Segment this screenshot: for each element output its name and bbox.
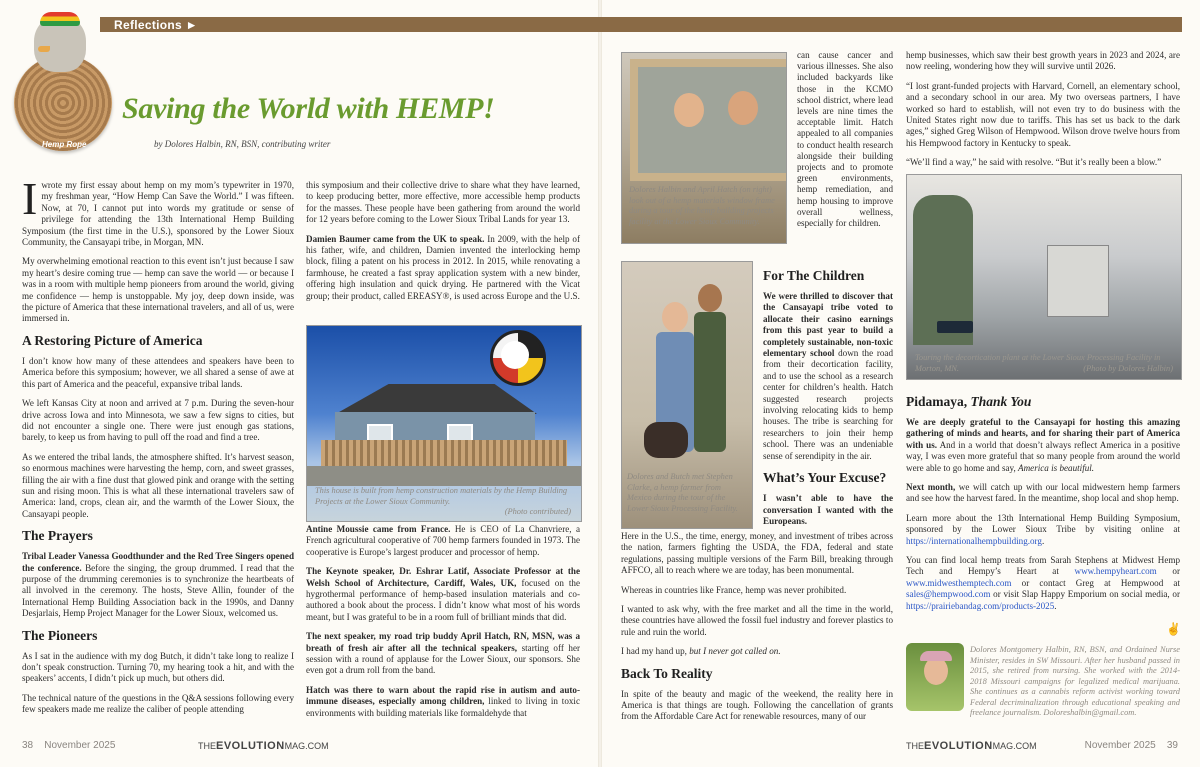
- paragraph: Learn more about the 13th International Hemp Building Symposium, sponsored by the Lower Sioux Tribe by visiting online at https://internationalhempbuilding.org.: [906, 512, 1180, 546]
- subheading: What’s Your Excuse?: [763, 470, 887, 486]
- column-4-bottom: [906, 388, 1180, 620]
- column-1: [22, 173, 294, 724]
- rope-label: Hemp Rope: [42, 140, 87, 149]
- column-3-narrow: [797, 50, 893, 237]
- paragraph: this symposium and their collective drive to share what they have learned, to keep producing better, more effective, more accessible hemp products for the masses. These people have been gathering from around the world for 12 years before coming to the Lower Sioux Tribal Lands for year 13.: [306, 180, 580, 225]
- phone-icon: [937, 321, 973, 333]
- paragraph: I wanted to ask why, with the free market and all the time in the world, these countries have allowed the fossil fuel industry and forever plastics to rule and ruin the world.: [621, 604, 893, 637]
- paragraph: The Keynote speaker, Dr. Eshrar Latif, Associate Professor at the Welsh School of Architecture, Cardiff, Wales, UK, focused on the hygrothermal performance of hemp-based insulation materials and co-authored a book about the process. I didn’t know what most of his words meant, but I was grateful to be in a room full of brilliant minds that did.: [306, 566, 580, 622]
- column-2-bottom: [306, 524, 580, 727]
- peace-hand-icon: ✌: [1166, 622, 1181, 636]
- dog-butch: [644, 422, 688, 458]
- magazine-logo-left: THEEVOLUTIONMAG.COM: [198, 740, 329, 752]
- photo-caption: Touring the decortication plant at the Lower Sioux Processing Facility in Morton, MN. (Photo by Dolores Halbin): [915, 353, 1173, 373]
- column-2: [306, 180, 580, 310]
- paragraph: I had my hand up, but I never got called on.: [621, 646, 781, 657]
- subheading: For The Children: [763, 268, 865, 283]
- machine: [1047, 245, 1109, 317]
- paragraph: “We’ll find a way,” he said with resolve. “But it’s really been a blow.”: [906, 157, 1162, 168]
- article-title: Saving the World with HEMP!: [122, 92, 495, 125]
- photo-caption: This house is built from hemp construction materials by the Hemp Building Projects at the Lower Sioux Community. (Photo contributed): [315, 486, 571, 516]
- right-page-number: 39: [1166, 740, 1178, 751]
- house-photo: [306, 325, 582, 522]
- photo-caption: Dolores Halbin and April Hatch (on right) look out of a hemp materials window frame during a tour of the hemp building projects facility at the Lower Sioux Community.: [629, 185, 775, 226]
- paragraph: We were thrilled to discover that the Cansayapi tribe voted to allocate their casino earnings from this past year to build a completely sustainable, non-toxic elementary school down the road from their decortication facility, and to use the school as a research center for children’s health. Hatch suggested research projects involving relocating kids to hemp houses. The tribe is searching for researchers to join their hemp school. There was an undeniable sense of serendipity in the air.: [763, 291, 893, 461]
- paragraph: The next speaker, my road trip buddy April Hatch, RN, MSN, was a breath of fresh air after all the technical speakers, starting off her session with a round of applause for the Lower Sioux, our sponsors. She even got a drum roll from the band.: [306, 631, 581, 676]
- photo-caption: Dolores and Butch met Stephen Clarke, a hemp farmer from Mexico during the tour of the Lower Sioux Processing Facility.: [627, 472, 738, 513]
- page-gutter: [598, 0, 602, 767]
- subheading: The Pioneers: [22, 627, 98, 643]
- person-april: [728, 91, 758, 125]
- paragraph: Antine Moussie came from France. He is CEO of La Chanvriere, a French agricultural cooperative of 700 hemp farmers founded in 1973. The cooperative is Europe’s largest producer and processor of hemp.: [306, 524, 580, 557]
- column-3-side: [763, 262, 893, 527]
- person-dolores: [662, 302, 688, 332]
- paragraph: Here in the U.S., the time, energy, money, and investment of tribes across the nation, farmers fighting the USDA, the FDA, federal and state regulations, passing multiple versions of the Farm Bill, breaking through AFFCO, all to reach where we are today, has been monumental.: [621, 531, 893, 576]
- author-photo: [906, 643, 964, 711]
- right-date: November 2025: [1084, 740, 1156, 751]
- subheading: The Prayers: [22, 528, 93, 544]
- paragraph: Whereas in countries like France, hemp was never prohibited.: [621, 584, 847, 595]
- paragraph: We are deeply grateful to the Cansayapi for hosting this amazing gathering of minds and hearts, and for sharing their part of America with us. And in a world that doesn’t always reflect America in a positive way, I was even more grateful that so many people from around the world were able to go home and say, America is beautiful.: [906, 417, 1181, 473]
- hempyheart-link[interactable]: www.hempyheart.com: [1074, 566, 1157, 577]
- section-label: Reflections ►: [114, 18, 198, 32]
- butch-photo: [621, 261, 753, 529]
- paragraph: As we entered the tribal lands, the atmosphere shifted. It’s harvest season, so enormous machines were harvesting the hemp, corn, and sweet grasses, filling the air with a fine dust that glowed pink and orange with the setting sun and rising moon. This is what all these international travelers saw of America: land, crops, clean air, and the warmth of the Lower Sioux, the Cansayapi people.: [22, 451, 294, 519]
- paragraph: can cause cancer and various illnesses. She also included backyards like those in the KCMO school district, where lead levels are nine times the acceptable limit. Hatch appealed to all companies to conduct health research alongside their building projects and to promote green environments, hemp remediation, and hemp housing to improve overall wellness, especially for children.: [797, 50, 893, 229]
- column-4: [906, 50, 1180, 177]
- intro-paragraph: Iwrote my first essay about hemp on my mom’s typewriter in 1970, my freshman year, “How Hemp Can Save the World.” I was fifteen. Now, at 70, I cannot put into words my gratitude or sense of privilege for attending the 13th International Hemp Building Symposium (the first time in the U.S.), sponsored by the Lower Sioux Community, the Cansayapi tribe, in Morgan, MN.: [22, 173, 294, 248]
- midwesthemptech-link[interactable]: www.midwesthemptech.com: [906, 577, 1012, 588]
- paragraph: Tribal Leader Vanessa Goodthunder and the Red Tree Singers opened the conference. Before the singing, the group drummed. I read that the purpose of the drumming ceremonies is to synchronize the heartbeats of all involved in the ceremony. The hosts, Steve Allin, founder of the International Hemp Building Association back in the 1990s, and Danny Desjarlais, Hemp Project Manager for the Lower Sioux, welcomed us.: [22, 551, 294, 619]
- person-stephen: [698, 284, 722, 312]
- person-dolores: [674, 93, 704, 127]
- paragraph: I don’t know how many of these attendees and speakers have been to America before this symposium; however, we all shared a sense of awe at this part of America and the peaceful, expansive tribal lands.: [22, 355, 294, 389]
- paragraph: My overwhelming emotional reaction to this event isn’t just because I saw my heart’s desire coming true — hemp can save the world — or because I was in a room with multiple hemp pioneers from around the world, giving me confidence — hemp is unstoppable. My joy, deep down inside, was the picture of America that these international travelers, and all of us, were immersed in.: [22, 256, 294, 324]
- left-date: November 2025: [44, 740, 116, 751]
- paragraph: In spite of the beauty and magic of the weekend, the reality here in America is that things are tough. Following the cancellation of grants from the Affordable Care Act for renewable resources, many of our: [621, 688, 893, 722]
- subheading: Pidamaya, Thank You: [906, 394, 1032, 409]
- left-page-number: 38: [22, 740, 34, 751]
- magazine-logo-right: THEEVOLUTIONMAG.COM: [906, 740, 1037, 752]
- paragraph: Damien Baumer came from the UK to speak. In 2009, with the help of his father, wife, and children, Damien invented the interlocking hemp block, filing a patent on his process in 2012. In 2015, while renovating a farmhouse, he created a fast spray application system with a new binder, offering high insulation and quick drying. He partnered with the Vicat group; their product, called EREASY®, is used across Europe and the U.S.: [306, 233, 580, 301]
- byline: by Dolores Halbin, RN, BSN, contributing writer: [154, 139, 331, 149]
- window-photo: [621, 52, 787, 244]
- prairiebandag-link[interactable]: https://prairiebandag.com/products-2025: [906, 600, 1055, 611]
- hempwood-email-link[interactable]: sales@hempwood.com: [906, 589, 991, 600]
- left-footer: [22, 740, 115, 751]
- column-3-bottom: [621, 531, 893, 731]
- paragraph: hemp businesses, which saw their best growth years in 2023 and 2024, are now reeling, wondering how they will survive until 2026.: [906, 50, 1180, 72]
- paragraph: Hatch was there to warn about the rapid rise in autism and auto-immune diseases, especially among children, linked to living in toxic environments with building materials like formaldehyde that: [306, 684, 580, 718]
- subheading: A Restoring Picture of America: [22, 332, 203, 348]
- paragraph: The technical nature of the questions in the Q&A sessions following every few speakers made me realize the caliber of people attending: [22, 692, 294, 715]
- paragraph: As I sat in the audience with my dog Butch, it didn’t take long to realize I don’t speak construction. Turning 70, my hearing took a hit, and with the speakers’ accents, I didn’t pick up much, but others did.: [22, 650, 294, 684]
- paragraph: Next month, we will catch up with our local midwestern hemp farmers and see how the harvest fared. In the meantime, shop local and shop hemp.: [906, 482, 1181, 504]
- section-banner: [100, 17, 1182, 32]
- rasta-cap-icon: [40, 12, 80, 26]
- drop-cap: I: [22, 173, 38, 224]
- right-footer: [1085, 740, 1178, 751]
- paragraph-start: I wasn’t able to have the conversation I wanted with the Europeans.: [763, 493, 893, 526]
- paragraph: We left Kansas City at noon and arrived at 7 p.m. During the seven-hour drive across Iowa and into Minnesota, we saw a few signs to cities, but did not encounter a single one. There were just enough gas stations, barely, to keep us from having to pull off the road and find a tree.: [22, 398, 294, 443]
- beak-icon: [38, 46, 50, 52]
- subheading: Back To Reality: [621, 665, 713, 681]
- author-bio: Dolores Montgomery Halbin, RN, BSN, and Ordained Nurse Minister, resides in SW Missouri. After her husband passed in 2015, she retired from nursing. She worked with the 2014-2018 Missouri campaigns for legalized medical marijuana. She continues as a cannabis reform activist working toward Federal decriminalization through educational speaking and freelance journalism. Doloreshalbin@gmail.com.: [970, 645, 1180, 717]
- paragraph: “I lost grant-funded projects with Harvard, Cornell, an elementary school, and a secondary school in our area. My two overseas partners, I have worked so hard to establish, will not even try to do business with the United States right now due to tariffs. This has set us back to the dark ages,” sighed Greg Wilson of Hempwood. Wilson drove twelve hours from his Hempwood factory in Kentucky to speak.: [906, 80, 1180, 148]
- paragraph: You can find local hemp treats from Sarah Stephens at Midwest Hemp Tech and Hempy’s Heart at www.hempyheart.com or www.midwesthemptech.com or contact Greg at Hempwood at sales@hempwood.com or visit Slap Happy Emporium on social media, or https://prairiebandag.com/products-2025.: [906, 555, 1180, 611]
- decortication-plant-photo: [906, 174, 1182, 380]
- symposium-link[interactable]: https://internationalhempbuilding.org: [906, 535, 1042, 546]
